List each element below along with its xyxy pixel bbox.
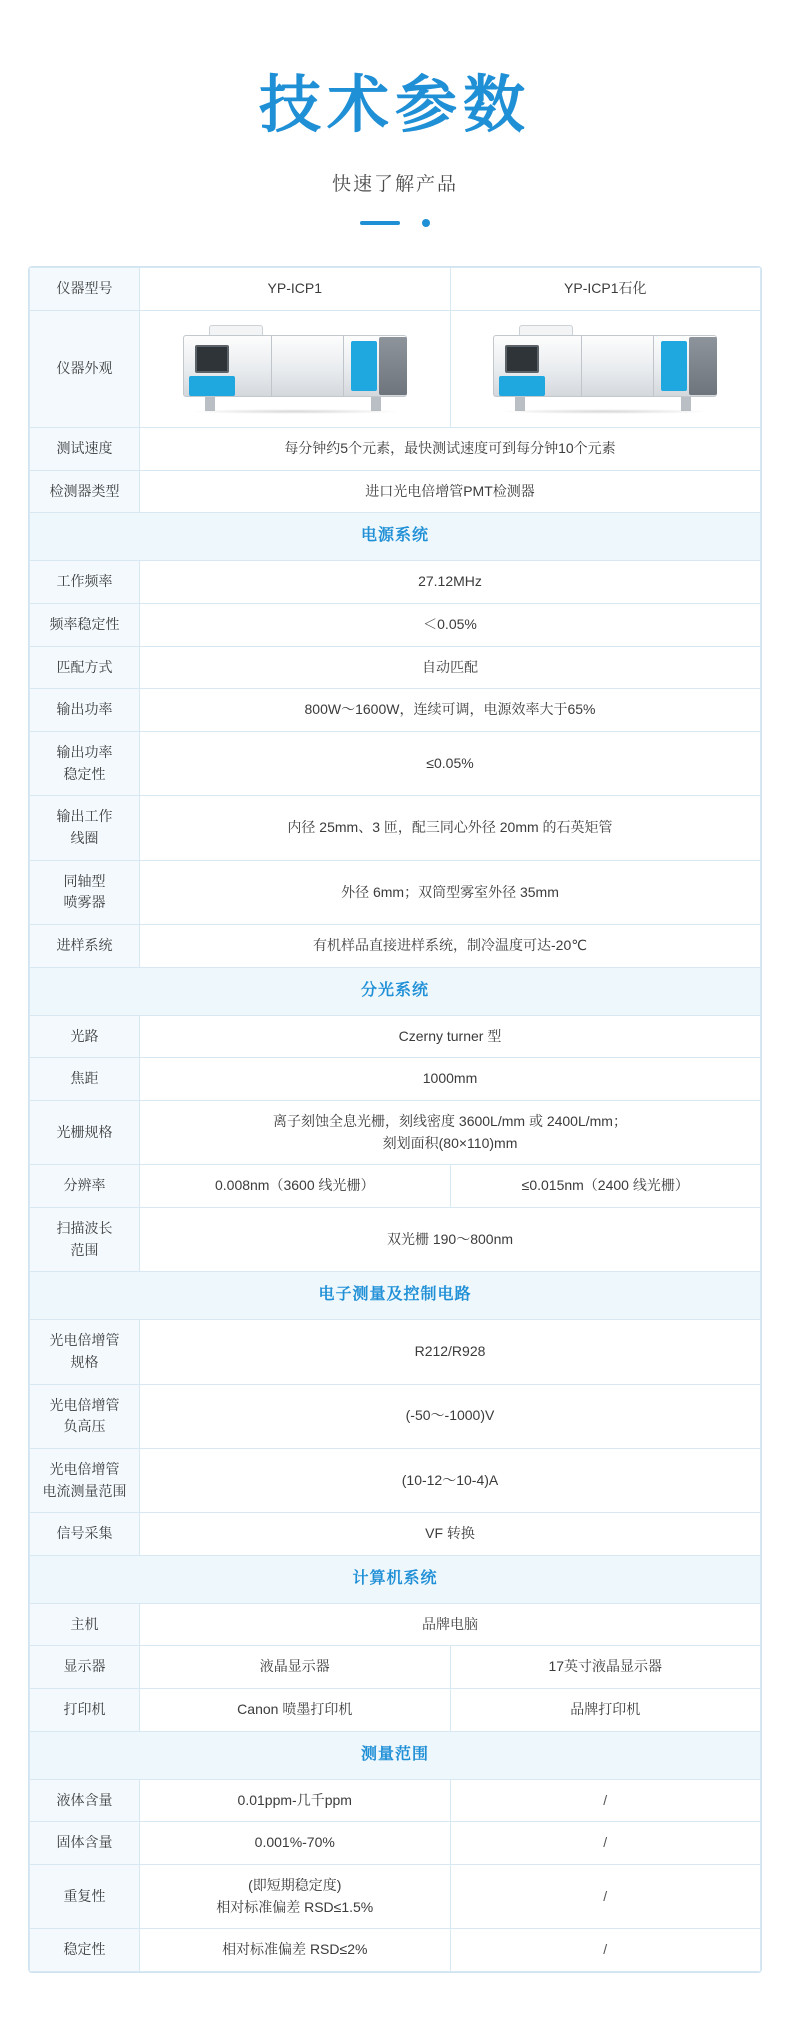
table-row: [30, 1384, 761, 1448]
device-seam: [271, 335, 272, 397]
row-label: 焦距: [30, 1058, 140, 1101]
row-value: 1000mm: [140, 1058, 761, 1101]
row-value: YP-ICP1: [140, 268, 451, 311]
row-value: Czerny turner 型: [140, 1015, 761, 1058]
row-label: 显示器: [30, 1646, 140, 1689]
row-label: 光电倍增管 规格: [30, 1320, 140, 1384]
row-label: 主机: [30, 1603, 140, 1646]
row-label: 输出功率 稳定性: [30, 731, 140, 795]
row-value: [450, 1929, 761, 1972]
device-right-blue-panel: [661, 341, 687, 391]
row-value: 自动匹配: [140, 646, 761, 689]
row-value: ≤0.05%: [140, 731, 761, 795]
page-subtitle: 快速了解产品: [331, 174, 458, 196]
row-value: (10-12〜10-4)A: [140, 1448, 761, 1512]
device-image-cell: [450, 310, 761, 427]
table-row: [30, 603, 761, 646]
row-value: VF 转换: [140, 1513, 761, 1556]
row-value: 0.001%-70%: [140, 1822, 451, 1865]
device-shadow: [499, 409, 711, 414]
row-label: 光栅规格: [30, 1100, 140, 1164]
row-value: [450, 1779, 761, 1822]
row-value: 0.01ppm-几千ppm: [140, 1779, 451, 1822]
row-label: 光电倍增管 负高压: [30, 1384, 140, 1448]
device-screen: [195, 345, 229, 373]
row-value: 双光栅 190〜800nm: [140, 1207, 761, 1271]
row-label: 稳定性: [30, 1929, 140, 1972]
row-label: 打印机: [30, 1689, 140, 1732]
row-value: (即短期稳定度) 相对标准偏差 RSD≤1.5%: [140, 1864, 451, 1928]
section-title: 计算机系统: [30, 1555, 761, 1603]
row-label: 信号采集: [30, 1513, 140, 1556]
row-value: ＜0.05%: [140, 603, 761, 646]
row-value: 离子刻蚀全息光栅，刻线密度 3600L/mm 或 2400L/mm； 刻划面积(80×110)mm: [140, 1100, 761, 1164]
device-shadow: [189, 409, 401, 414]
table-row: [30, 470, 761, 513]
table-row: [30, 646, 761, 689]
table-section-row: [30, 513, 761, 561]
table-row: [30, 1929, 761, 1972]
device-right-module: [689, 337, 717, 395]
not-applicable-mark: /: [603, 1834, 608, 1851]
row-label: 同轴型 喷雾器: [30, 860, 140, 924]
table-row: [30, 310, 761, 427]
row-value: (-50〜-1000)V: [140, 1384, 761, 1448]
device-seam: [343, 335, 344, 397]
row-value: 每分钟约5个元素，最快测试速度可到每分钟10个元素: [140, 427, 761, 470]
table-row: [30, 1100, 761, 1164]
table-row: [30, 268, 761, 311]
row-value: ≤0.015nm（2400 线光栅）: [450, 1165, 761, 1208]
page-header: [0, 0, 790, 228]
spec-table: [29, 267, 761, 1972]
row-value: 0.008nm（3600 线光栅）: [140, 1165, 451, 1208]
row-value: 品牌打印机: [450, 1689, 761, 1732]
row-label: 匹配方式: [30, 646, 140, 689]
section-title: 电源系统: [30, 513, 761, 561]
table-row: [30, 1603, 761, 1646]
table-row: [30, 860, 761, 924]
device-right-blue-panel: [351, 341, 377, 391]
row-label: 频率稳定性: [30, 603, 140, 646]
divider-ornament: [360, 218, 430, 228]
table-row: [30, 561, 761, 604]
device-blue-panel: [499, 376, 545, 396]
table-row: [30, 1646, 761, 1689]
device-seam: [581, 335, 582, 397]
table-row: [30, 796, 761, 860]
table-section-row: [30, 1731, 761, 1779]
icp-device-image: [175, 321, 415, 417]
row-label: 仪器型号: [30, 268, 140, 311]
table-row: [30, 1165, 761, 1208]
row-label: 输出工作 线圈: [30, 796, 140, 860]
table-row: [30, 925, 761, 968]
row-value: Canon 喷墨打印机: [140, 1689, 451, 1732]
not-applicable-mark: /: [603, 1887, 608, 1904]
row-label: 进样系统: [30, 925, 140, 968]
row-value: 27.12MHz: [140, 561, 761, 604]
row-value: 17英寸液晶显示器: [450, 1646, 761, 1689]
row-label: 仪器外观: [30, 310, 140, 427]
section-title: 分光系统: [30, 967, 761, 1015]
page-title: 技术参数: [258, 71, 531, 140]
device-image-cell: [140, 310, 451, 427]
row-label: 液体含量: [30, 1779, 140, 1822]
table-section-row: [30, 1555, 761, 1603]
row-value: 外径 6mm；双筒型雾室外径 35mm: [140, 860, 761, 924]
device-right-module: [379, 337, 407, 395]
table-row: [30, 1207, 761, 1271]
row-value: 液晶显示器: [140, 1646, 451, 1689]
device-seam: [653, 335, 654, 397]
table-section-row: [30, 967, 761, 1015]
row-value: 品牌电脑: [140, 1603, 761, 1646]
table-row: [30, 731, 761, 795]
row-value: 进口光电倍增管PMT检测器: [140, 470, 761, 513]
row-label: 扫描波长 范围: [30, 1207, 140, 1271]
not-applicable-mark: /: [603, 1941, 608, 1958]
divider-dot: [422, 219, 430, 227]
table-row: [30, 689, 761, 732]
row-label: 分辨率: [30, 1165, 140, 1208]
spec-table-container: [28, 266, 762, 1973]
device-blue-panel: [189, 376, 235, 396]
section-title: 电子测量及控制电路: [30, 1272, 761, 1320]
table-row: [30, 1448, 761, 1512]
table-row: [30, 1689, 761, 1732]
table-section-row: [30, 1272, 761, 1320]
table-row: [30, 1822, 761, 1865]
row-label: 光路: [30, 1015, 140, 1058]
row-label: 输出功率: [30, 689, 140, 732]
row-value: 内径 25mm、3 匝，配三同心外径 20mm 的石英矩管: [140, 796, 761, 860]
row-value: R212/R928: [140, 1320, 761, 1384]
table-row: [30, 1513, 761, 1556]
table-row: [30, 1320, 761, 1384]
row-label: 光电倍增管 电流测量范围: [30, 1448, 140, 1512]
row-label: 固体含量: [30, 1822, 140, 1865]
not-applicable-mark: /: [603, 1791, 608, 1808]
row-label: 工作频率: [30, 561, 140, 604]
row-value: 800W〜1600W，连续可调，电源效率大于65%: [140, 689, 761, 732]
table-row: [30, 1015, 761, 1058]
row-label: 检测器类型: [30, 470, 140, 513]
row-value: 有机样品直接进样系统，制冷温度可达-20℃: [140, 925, 761, 968]
row-label: 测试速度: [30, 427, 140, 470]
device-screen: [505, 345, 539, 373]
row-value: [450, 1864, 761, 1928]
table-row: [30, 427, 761, 470]
divider-bar: [360, 221, 400, 225]
section-title: 测量范围: [30, 1731, 761, 1779]
table-row: [30, 1058, 761, 1101]
table-row: [30, 1779, 761, 1822]
row-value: [450, 1822, 761, 1865]
row-value: 相对标准偏差 RSD≤2%: [140, 1929, 451, 1972]
icp-device-image: [485, 321, 725, 417]
table-row: [30, 1864, 761, 1928]
row-value: YP-ICP1石化: [450, 268, 761, 311]
row-label: 重复性: [30, 1864, 140, 1928]
